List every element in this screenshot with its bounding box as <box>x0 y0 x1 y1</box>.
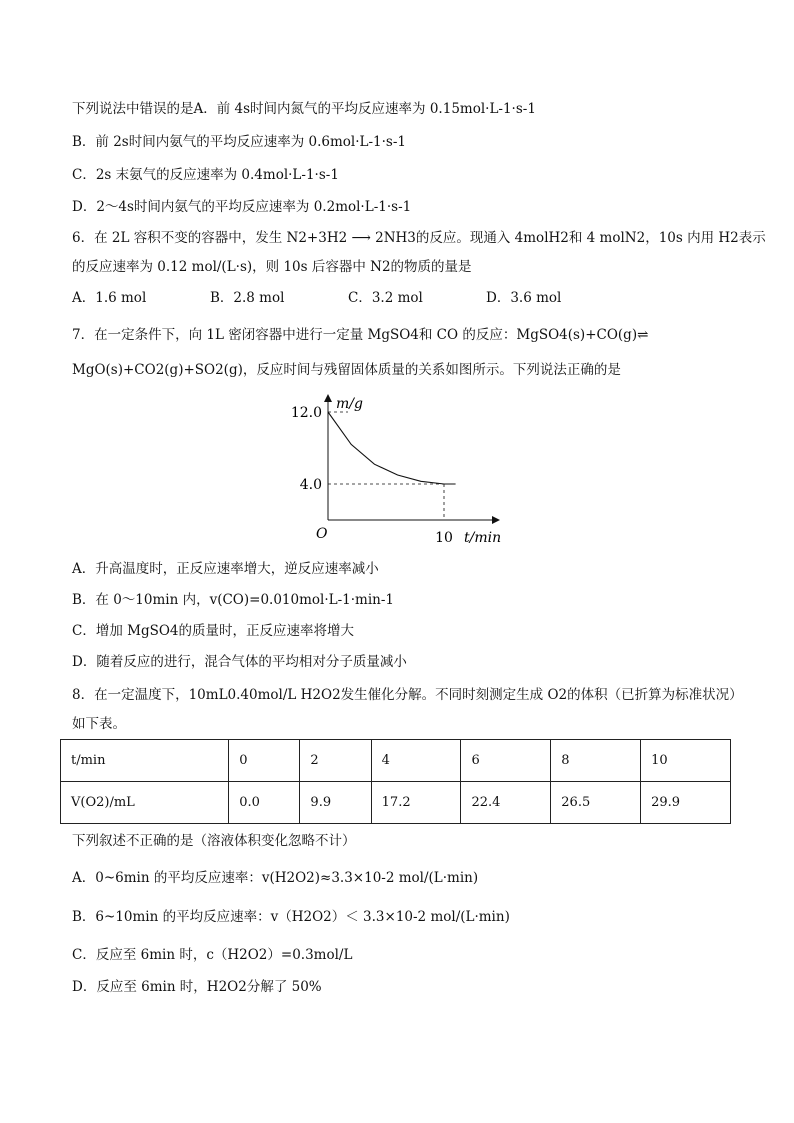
y-tick-12: 12.0 <box>290 405 322 421</box>
q5-option-c: C．2s 末氨气的反应速率为 0.4mol·L-1·s-1 <box>72 167 339 183</box>
q6-option-a: A．1.6 mol <box>72 290 147 306</box>
o2-volume-table <box>60 739 731 824</box>
table-row <box>61 782 731 824</box>
table-cell: 0 <box>229 740 300 782</box>
table-cell: 9.9 <box>300 782 371 824</box>
q8-option-a: A．0~6min 的平均反应速率：v(H2O2)≈3.3×10-2 mol/(L·min) <box>72 870 479 886</box>
q7-option-c: C．增加 MgSO4的质量时，正反应速率将增大 <box>72 623 354 639</box>
q7-line2: MgO(s)+CO2(g)+SO2(g)，反应时间与残留固体质量的关系如图所示。下列说法正确的是 <box>72 362 621 378</box>
table-cell: 10 <box>641 740 731 782</box>
x-tick-10: 10 <box>435 530 453 546</box>
y-axis-label: m/g <box>336 396 363 412</box>
q6-line2: 的反应速率为 0.12 mol/(L·s)，则 10s 后容器中 N2的物质的量是 <box>72 259 472 275</box>
y-axis-arrow <box>324 394 332 402</box>
table-cell: 6 <box>461 740 551 782</box>
q8-line2: 如下表。 <box>72 716 126 732</box>
table-cell: 0.0 <box>229 782 300 824</box>
table-cell: 8 <box>551 740 641 782</box>
table-cell: 2 <box>300 740 371 782</box>
y-tick-4: 4.0 <box>299 477 322 493</box>
origin-label: O <box>316 526 328 542</box>
q7-option-a: A．升高温度时，正反应速率增大，逆反应速率减小 <box>72 561 379 577</box>
table-row <box>61 740 731 782</box>
q6-option-b: B．2.8 mol <box>210 290 285 306</box>
q6-option-d: D．3.6 mol <box>486 290 562 306</box>
q7-option-b: B．在 0～10min 内，v(CO)=0.010mol·L-1·min-1 <box>72 592 395 608</box>
q8-after-text: 下列叙述不正确的是（溶液体积变化忽略不计） <box>72 833 356 849</box>
q8-option-c: C．反应至 6min 时，c（H2O2）=0.3mol/L <box>72 947 353 963</box>
q6-option-c: C．3.2 mol <box>348 290 423 306</box>
q8-line1: 8．在一定温度下，10mL0.40mol/L H2O2发生催化分解。不同时刻测定生成 O2的体积（已折算为标准状况） <box>72 687 743 703</box>
q6-line1: 6．在 2L 容积不变的容器中，发生 N2+3H2 ⟶ 2NH3的反应。现通入 4molH2和 4 molN2，10s 内用 H2表示 <box>72 230 766 246</box>
q7-line1: 7．在一定条件下，向 1L 密闭容器中进行一定量 MgSO4和 CO 的反应：MgSO4(s)+CO(g)⇌ <box>72 327 649 343</box>
table-cell: 22.4 <box>461 782 551 824</box>
q5-option-d: D．2～4s时间内氨气的平均反应速率为 0.2mol·L-1·s-1 <box>72 199 412 215</box>
mass-curve <box>328 412 456 484</box>
table-cell: 26.5 <box>551 782 641 824</box>
q5-stem: 下列说法中错误的是A．前 4s时间内氮气的平均反应速率为 0.15mol·L-1·s-1 <box>72 101 536 117</box>
x-axis-label: t/min <box>464 530 502 546</box>
q7-option-d: D．随着反应的进行，混合气体的平均相对分子质量减小 <box>72 654 407 670</box>
table-cell: 4 <box>371 740 461 782</box>
table-cell: 17.2 <box>371 782 461 824</box>
q5-option-b: B．前 2s时间内氨气的平均反应速率为 0.6mol·L-1·s-1 <box>72 134 407 150</box>
mass-time-chart <box>290 388 510 548</box>
q8-option-b: B．6~10min 的平均反应速率：v（H2O2）＜ 3.3×10-2 mol/(L·min) <box>72 909 510 925</box>
x-axis-arrow <box>492 516 500 524</box>
table-cell: t/min <box>61 740 229 782</box>
table-cell: V(O2)/mL <box>61 782 229 824</box>
table-cell: 29.9 <box>641 782 731 824</box>
q8-option-d: D．反应至 6min 时，H2O2分解了 50% <box>72 979 322 995</box>
